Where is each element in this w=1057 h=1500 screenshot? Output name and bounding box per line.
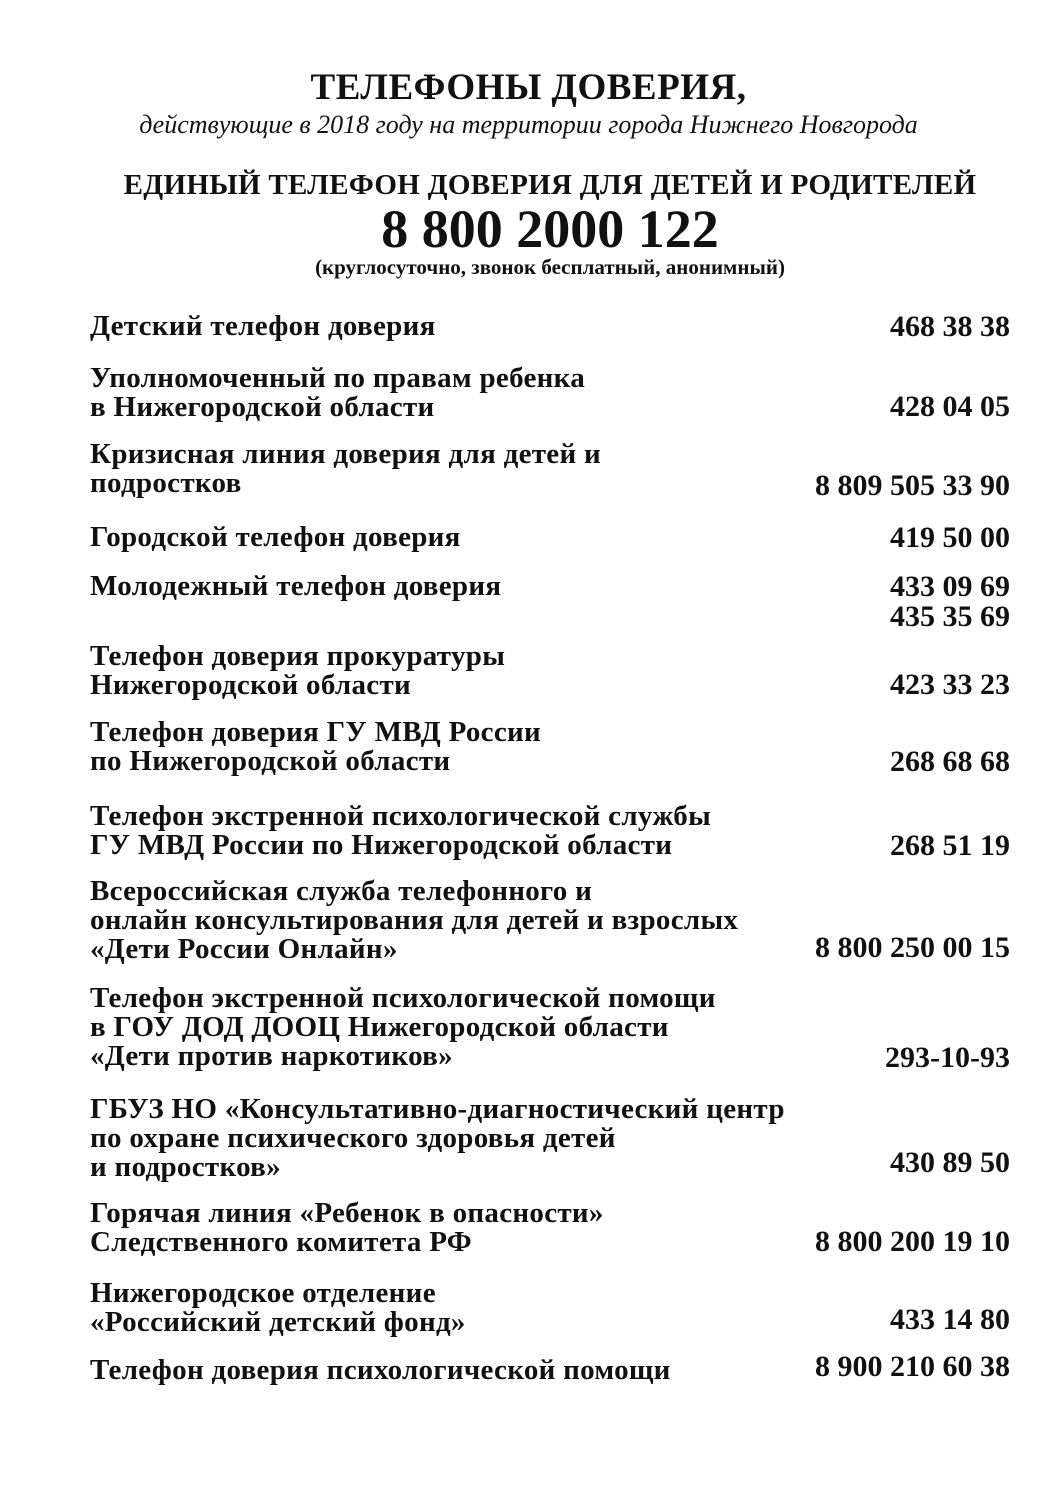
entry-phone: 423 33 23	[890, 668, 1010, 701]
entry-childrens-fund	[90, 1279, 1010, 1337]
entry-name: Телефон доверия прокуратуры Нижегородской области	[90, 640, 506, 701]
entry-children-hotline	[90, 312, 1010, 341]
entry-name: Детский телефон доверия	[90, 310, 436, 342]
entry-police-psych-service	[90, 802, 1010, 860]
entry-name: Горячая линия «Ребенок в опасности» Следственного комитета РФ	[90, 1197, 604, 1258]
entry-mental-health-center	[90, 1095, 1010, 1182]
page-subtitle: действующие в 2018 году на территории города Нижнего Новгорода	[139, 110, 918, 139]
entry-phone: 8 809 505 33 90	[815, 469, 1010, 502]
entry-name: Телефон доверия ГУ МВД России по Нижегородской области	[90, 716, 542, 777]
entry-name: Городской телефон доверия	[90, 521, 461, 553]
entry-name: Телефон доверия психологической помощи	[90, 1354, 671, 1386]
hotline-number: 8 800 2000 122	[381, 199, 719, 259]
entry-name: Всероссийская служба телефонного и онлайн консультирования для детей и взрослых «Дети России Онлайн»	[90, 875, 739, 965]
entry-city-hotline	[90, 523, 1010, 552]
entry-child-ombudsman	[90, 364, 1010, 422]
entry-psych-help-hotline	[90, 1350, 1010, 1386]
entry-phone: 293-10-93	[885, 1041, 1010, 1074]
entry-police-hotline	[90, 718, 1010, 776]
entry-name: Кризисная линия доверия для детей и подростков	[90, 438, 602, 499]
entry-prosecutor-hotline	[90, 642, 1010, 700]
entry-phone: 468 38 38	[890, 310, 1010, 343]
entry-phone: 430 89 50	[890, 1146, 1010, 1179]
entry-phone: 419 50 00	[890, 521, 1010, 554]
entry-phone: 268 68 68	[890, 745, 1010, 778]
page-title: ТЕЛЕФОНЫ ДОВЕРИЯ,	[310, 67, 747, 108]
entry-name: Молодежный телефон доверия	[90, 570, 502, 602]
entry-youth-hotline	[90, 570, 1010, 633]
entry-phone: 428 04 05	[890, 390, 1010, 423]
hotline-note: (круглосуточно, звонок бесплатный, анонимный)	[315, 255, 785, 279]
hotline-label: ЕДИНЫЙ ТЕЛЕФОН ДОВЕРИЯ ДЛЯ ДЕТЕЙ И РОДИТЕЛЕЙ	[123, 169, 977, 201]
entry-phone: 8 800 250 00 15	[815, 931, 1010, 964]
entry-name: Телефон экстренной психологической помощи в ГОУ ДОД ДООЦ Нижегородской области «Дети против наркотиков»	[90, 982, 716, 1072]
entry-anti-drugs	[90, 982, 1010, 1074]
entry-name: Уполномоченный по правам ребенка в Нижегородской области	[90, 362, 586, 423]
entry-phone: 268 51 19	[890, 829, 1010, 862]
entry-phone: 8 800 200 19 10	[815, 1225, 1010, 1258]
entry-name: ГБУЗ НО «Консультативно-диагностический центр по охране психического здоровья детей и подростков»	[90, 1093, 785, 1183]
entry-children-online	[90, 877, 1010, 964]
entry-phone: 8 900 210 60 38	[815, 1350, 1010, 1383]
entry-crisis-line	[90, 438, 1010, 502]
entry-phone: 433 14 80	[890, 1303, 1010, 1336]
entry-name: Нижегородское отделение «Российский детский фонд»	[90, 1277, 466, 1338]
entry-child-in-danger	[90, 1199, 1010, 1257]
entry-phone: 433 09 69 435 35 69	[890, 570, 1010, 633]
entry-name: Телефон экстренной психологической службы ГУ МВД России по Нижегородской области	[90, 800, 712, 861]
